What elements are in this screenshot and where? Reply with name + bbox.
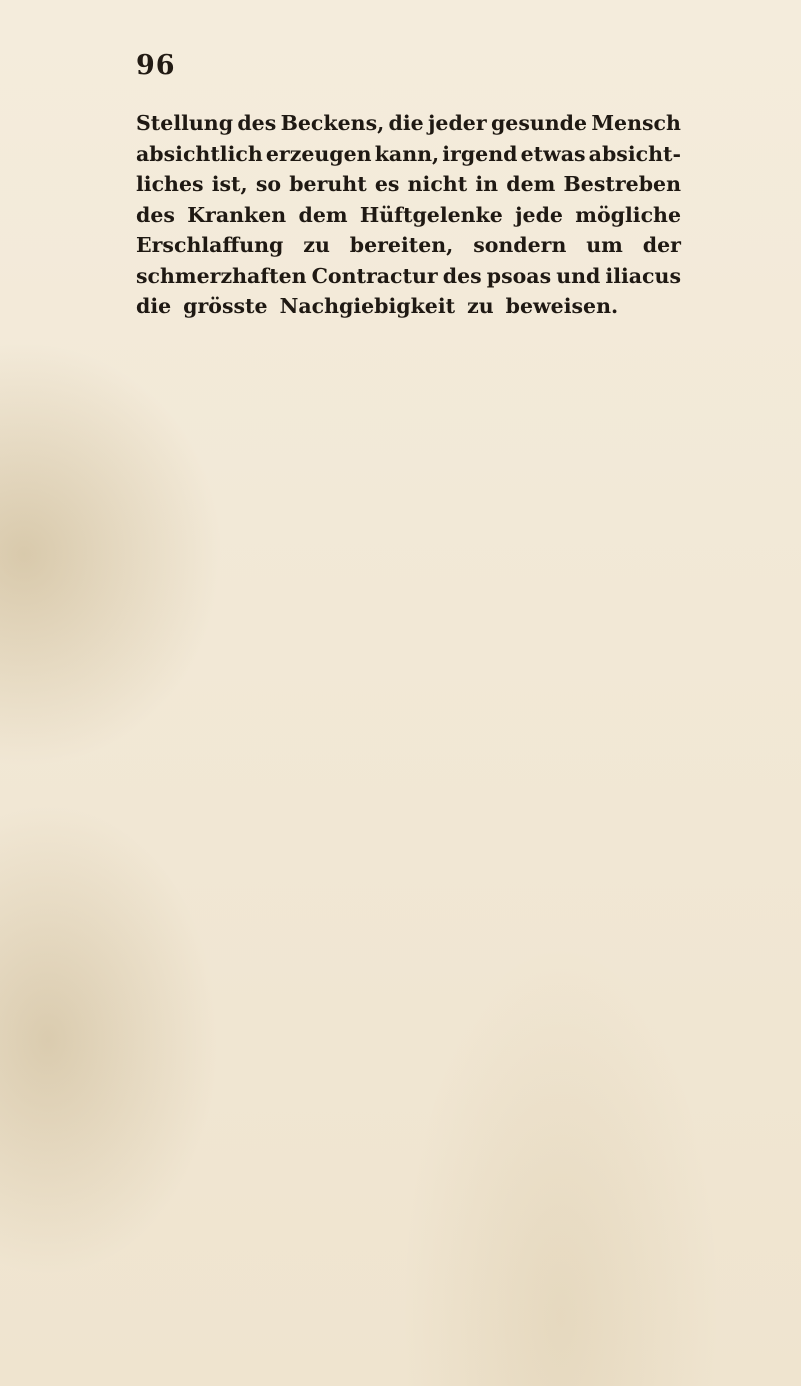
- word: in: [475, 172, 499, 196]
- word: etwas: [520, 141, 586, 166]
- word: Erschlaffung: [136, 233, 284, 257]
- word: absicht-: [588, 141, 681, 166]
- word: die: [136, 294, 172, 318]
- word: die: [388, 111, 424, 135]
- word: jeder: [428, 111, 487, 135]
- word: dem: [298, 202, 348, 227]
- word: des: [136, 202, 175, 227]
- word: zu: [467, 294, 494, 318]
- text-line: [136, 169, 681, 200]
- word: Hüftgelenke: [359, 202, 503, 227]
- word: mögliche: [575, 202, 681, 227]
- word: erzeugen: [265, 141, 372, 166]
- word: so: [255, 172, 282, 196]
- word: beweisen.: [505, 294, 619, 318]
- text-line: [136, 291, 681, 322]
- word: um: [586, 233, 623, 257]
- word: Beckens,: [280, 111, 385, 135]
- word: dem: [506, 172, 556, 196]
- text-line: [136, 261, 681, 292]
- word: nicht: [407, 172, 468, 196]
- word: Stellung: [136, 111, 234, 135]
- word: gesunde: [490, 111, 588, 135]
- body-text: [136, 108, 681, 322]
- word: des: [442, 263, 482, 288]
- text-line: [136, 230, 681, 261]
- word: grösste: [183, 294, 268, 318]
- word: zu: [303, 233, 330, 257]
- word: Kranken: [187, 202, 287, 227]
- word: Contractur: [311, 263, 438, 288]
- word: absichtlich: [136, 141, 263, 166]
- page-number: 96: [136, 50, 176, 81]
- word: es: [374, 172, 400, 196]
- word: ist,: [211, 172, 248, 196]
- word: psoas: [486, 263, 552, 288]
- word: schmerzhaften: [136, 263, 307, 288]
- word: der: [642, 233, 681, 257]
- text-line: [136, 200, 681, 231]
- word: und: [556, 263, 601, 288]
- word: liches: [136, 172, 204, 196]
- word: jede: [515, 202, 563, 227]
- word: irgend: [442, 141, 518, 166]
- word: iliacus: [605, 263, 681, 288]
- word: Nachgiebigkeit: [279, 294, 456, 318]
- word: sondern: [473, 233, 567, 257]
- text-line: [136, 108, 681, 139]
- word: beruht: [289, 172, 367, 196]
- word: Mensch: [591, 111, 681, 135]
- word: bereiten,: [349, 233, 454, 257]
- word: kann,: [374, 141, 440, 166]
- word: Bestreben: [563, 172, 681, 196]
- text-line: [136, 139, 681, 170]
- word: des: [237, 111, 277, 135]
